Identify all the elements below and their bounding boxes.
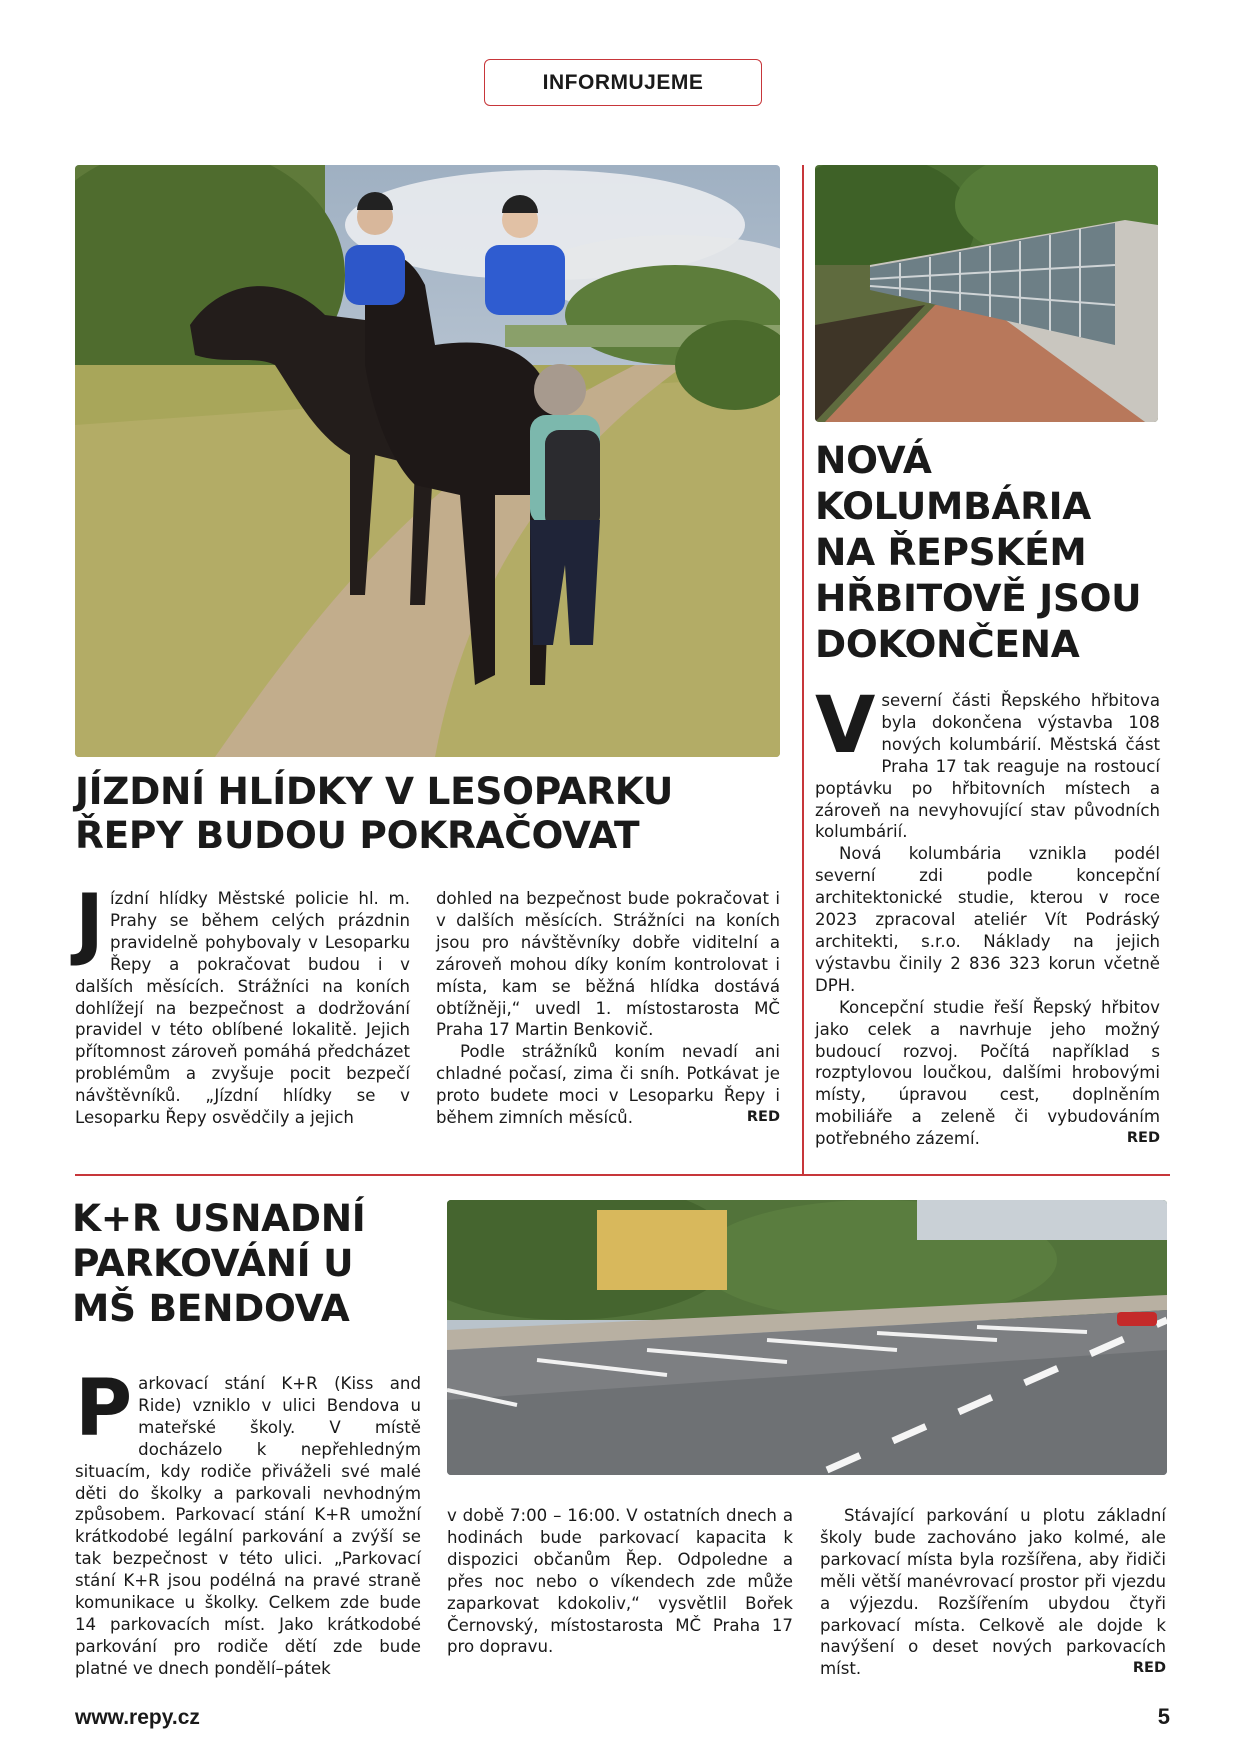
article3-col3-paragraph bbox=[820, 1505, 1166, 1680]
article2-paragraph3-text: Koncepční studie řeší Řepský hřbitov jako celek a navrhuje jeho možný budoucí rozvoj. Počítá například s rozptylovou loučkou, dalšími hrobovými místy, úpravou cest, doplněním mobiliáře a zeleně či vybudováním potřebného zázemí. bbox=[815, 997, 1160, 1149]
article2-headline: NOVÁ KOLUMBÁRIA NA ŘEPSKÉM HŘBITOVĚ JSOU DOKONČENA bbox=[815, 438, 1142, 666]
article2-body bbox=[815, 681, 1160, 1150]
article1-column1 bbox=[75, 879, 410, 1129]
article3-headline: K+R USNADNÍ PARKOVÁNÍ U MŠ BENDOVA bbox=[72, 1196, 366, 1330]
article3-signature: RED bbox=[1132, 1660, 1166, 1677]
article2-paragraph1-text: severní části Řepského hřbitova byla dokončena výstavba 108 nových kolumbárií. Městská část Praha 17 tak reaguje na rostoucí poptávku po hřbitovních místech a zároveň na nevyhovující stav původních kolumbárií. bbox=[815, 691, 1160, 842]
section-label: INFORMUJEME bbox=[484, 59, 762, 106]
article3-column3 bbox=[820, 1505, 1166, 1680]
section-divider bbox=[75, 1174, 1170, 1176]
article2-paragraph2: Nová kolumbária vznikla podél severní zdi podle koncepční architektonické studie, kterou v roce 2023 zpracoval ateliér Vít Podráský architekti, s.r.o. Náklady na jejich výstavbu činily 2 836 323 korun včetně DPH. bbox=[815, 844, 1160, 995]
article1-col2-paragraph2-text: Podle strážníků koním nevadí ani chladné počasí, zima či sníh. Potkávat je proto budete moci v Lesoparku Řepy i během zimních měsíců. bbox=[436, 1042, 780, 1128]
article1-col2-paragraph1: dohled na bezpečnost bude pokračovat i v dalších měsících. Strážníci na koních jsou pro návštěvníky dobře viditelní a zároveň mohou díky koním kontrolovat i místa, kam se běžná hlídka dostává obtížněji,“ uvedl 1. místostarosta MČ Praha 17 Martin Benkovič. bbox=[436, 889, 780, 1040]
article2-paragraph3 bbox=[815, 997, 1160, 1150]
mounted-police-photo bbox=[75, 165, 780, 757]
article3-column2 bbox=[447, 1505, 793, 1658]
footer-url[interactable]: www.repy.cz bbox=[75, 1706, 200, 1729]
article1-dropcap: J bbox=[75, 879, 105, 969]
article1-column2 bbox=[436, 888, 780, 1129]
article3-col2-text: v době 7:00 – 16:00. V ostatních dnech a hodinách bude parkovací kapacita k dispozici občanům Řep. Odpoledne a přes noc nebo o víkendech zde může zaparkovat kdokoliv,“ vysvětlil Bořek Černovský, místostarosta MČ Praha 17 pro dopravu. bbox=[447, 1506, 793, 1657]
article1-signature: RED bbox=[746, 1109, 780, 1126]
article3-col3-text: Stávající parkování u plotu základní školy bude zachováno jako kolmé, ale parkovací místa byla rozšířena, aby řidiči měli větší manévrovací prostor při vjezdu a výjezdu. Rozšířením ubydou čtyři parkovací místa. Celkově ale dojde k navýšení o deset nových parkovacích míst. bbox=[820, 1506, 1166, 1679]
parking-lot-photo bbox=[447, 1200, 1167, 1475]
article1-col2-paragraph2 bbox=[436, 1041, 780, 1129]
article2-paragraph1 bbox=[815, 681, 1160, 843]
article2-signature: RED bbox=[1126, 1130, 1160, 1147]
article3-dropcap: P bbox=[75, 1364, 133, 1454]
columbarium-photo bbox=[815, 165, 1158, 422]
article1-col1-text: ízdní hlídky Městské policie hl. m. Prahy se během celých prázdnin pravidelně pohybovaly v Lesoparku Řepy a pokračovat budou i v dalších měsících. Strážníci na koních dohlížejí na bezpečnost a dodržování pravidel v této oblíbené lokalitě. Jejich přítomnost zároveň pomáhá předcházet problémům a zvyšuje pocit bezpečí návštěvníků. „Jízdní hlídky se v Lesoparku Řepy osvědčily a jejich bbox=[75, 889, 410, 1128]
column-divider bbox=[802, 165, 804, 1175]
page-number: 5 bbox=[1157, 1704, 1170, 1729]
article1-headline: JÍZDNÍ HLÍDKY V LESOPARKU ŘEPY BUDOU POKRAČOVAT bbox=[75, 769, 674, 857]
article3-column1 bbox=[75, 1364, 421, 1680]
article3-col1-text: arkovací stání K+R (Kiss and Ride) vzniklo v ulici Bendova u mateřské školy. V místě docházelo k nepřehledným situacím, kdy rodiče přiváželi své malé děti do školky a parkovali nevhodným způsobem. Parkovací stání K+R umožní krátkodobé legální parkování a zvýší se tak bezpečnost v této ulici. „Parkovací stání K+R jsou podélná na pravé straně komunikace u školky. Celkem zde bude 14 parkovacích míst. Jako krátkodobé parkování pro rodiče dětí zde bude platné ve dnech pondělí–pátek bbox=[75, 1374, 421, 1678]
article2-dropcap: V bbox=[815, 681, 876, 771]
